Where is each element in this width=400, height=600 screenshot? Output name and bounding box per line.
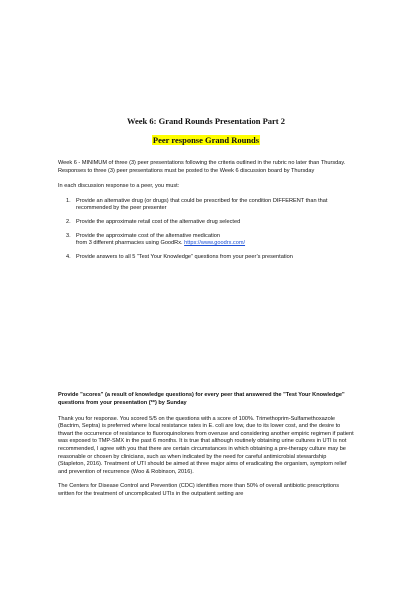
instructions-lead: In each discussion response to a peer, you must:	[58, 183, 180, 190]
intro-paragraph: Week 6 - MINIMUM of three (3) peer presentations following the criteria outlined in the rubric no later than Thursday. Responses to three (3) peer presentations must be posted to the Week 6 discussion board by Thursday	[58, 160, 346, 174]
list-number: 3.	[66, 232, 71, 239]
list-number: 1.	[66, 197, 71, 204]
list-item	[58, 198, 354, 213]
subtitle-wrap	[58, 133, 354, 146]
requirements-list	[58, 198, 354, 262]
response-paragraph: Thank you for response. You scored 5/5 on the questions with a score of 100%. Trimethoprim-Sulfamethoxazole (Bactrim, Septra) is preferred where local resistance rates in E. coli are low, due to its lower cost, and the desire to thwart the occurrence of resistance to fluoroquinolones from overuse and considering another empiric regimen if patient was exposed to TMP-SMX in the past 6 months. It is true that although routinely obtaining urine cultures in UTI is not recommended, I agree with you that there are certain circumstances in which obtaining a pre-therapy culture may be reasonable or chosen by clinicians, such as when indicated by the need for careful antimicrobial stewardship (Stapleton, 2016). Treatment of UTI should be aimed at three major aims of eradicating the organism, symptom relief and prevention of recurrence (Woo & Robinson, 2016).	[58, 415, 354, 475]
cdc-paragraph: The Centers for Disease Control and Prevention (CDC) identifies more than 50% of overall antibiotic prescriptions written for the treatment of uncomplicated UTIs in the outpatient setting are	[58, 483, 340, 497]
list-number: 2.	[66, 218, 71, 225]
list-item-text: Provide answers to all 5 “Test Your Knowledge” questions from your peer’s presentation	[76, 253, 293, 260]
list-item-text: Provide the approximate cost of the alternative medication	[76, 232, 220, 239]
document-title: Week 6: Grand Rounds Presentation Part 2	[126, 116, 286, 126]
document-body	[58, 116, 354, 498]
list-item-text: Provide an alternative drug (or drugs) that could be prescribed for the condition DIFFERENT than that recommended by the peer presenter	[76, 197, 328, 212]
scores-heading: Provide "scores" (a result of knowledge questions) for every peer that answered the "Test Your Knowledge" questions from your presentation (**) by Sunday	[58, 392, 345, 406]
list-item	[58, 219, 354, 227]
list-item-text-continued: from 3 different pharmacies using GoodRx.	[76, 240, 183, 247]
list-number: 4.	[66, 253, 71, 260]
list-item-text: Provide the approximate retail cost of the alternative drug selected	[76, 218, 241, 225]
goodrx-link[interactable]: https://www.goodrx.com/	[184, 240, 246, 247]
list-item	[58, 254, 354, 262]
highlighted-subtitle: Peer response Grand Rounds	[152, 135, 260, 145]
list-item	[58, 233, 354, 248]
